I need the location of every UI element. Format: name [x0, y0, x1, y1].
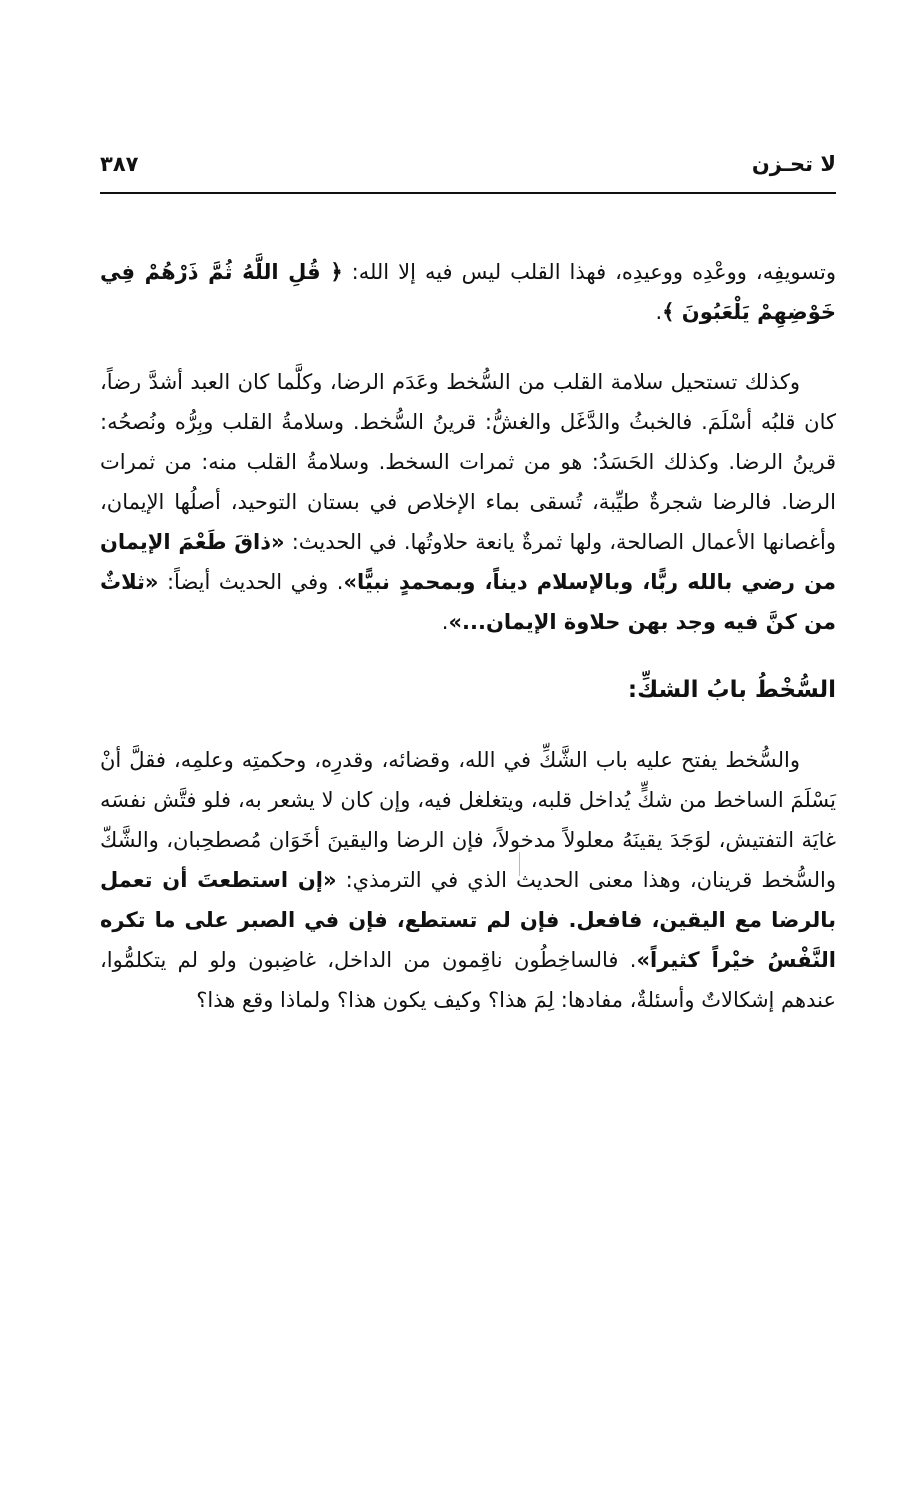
hadith-quote-1: «ذاقَ طَعْمَ الإيمان من رضي بالله ربًّا، وبالإسلام ديناً، وبمحمدٍ نبيًّا» — [100, 530, 836, 594]
header-rule — [100, 192, 836, 194]
page-number: ٣٨٧ — [100, 152, 139, 176]
page-body — [100, 252, 836, 1048]
section-heading: السُّخْطُ بابُ الشكِّ: — [627, 677, 836, 703]
paragraph-1-end: . — [655, 300, 663, 324]
paragraph-3-text: والسُّخط يفتح عليه باب الشَّكِّ في الله، وقضائه، وقدرِه، وحكمتِه وعلمِه، فقلَّ أنْ يَسْلَمَ الساخط من شكٍّ يُداخل قلبه، ويتغلغل فيه، وإن كان لا يشعر به، فلو فتَّش نفسَه غايَة التفتيش، لوَجَدَ يقينَهُ معلولاً مدخولاً، فإن الرضا واليقينَ أخَوَان مُصطحِبان، والشَّكّ والسُّخط قرينان، وهذا معنى الحديث الذي في الترمذي: — [100, 748, 836, 892]
stray-mark — [519, 852, 520, 876]
paragraph-1-text: وتسويفِه، ووعْدِه ووعيدِه، فهذا القلب ليس فيه إلا الله: — [342, 260, 836, 284]
paragraph-2-text-2: . وفي الحديث أيضاً: — [158, 570, 344, 594]
paragraph-1 — [100, 252, 836, 332]
hadith-quote-2: «ثلاثٌ من كنَّ فيه وجد بهن حلاوة الإيمان...» — [100, 570, 836, 634]
paragraph-2-text: وكذلك تستحيل سلامة القلب من السُّخط وعَدَم الرضا، وكلَّما كان العبد أشدَّ رضاً، كان قلبُه أسْلَمَ. فالخبثُ والدَّغَل والغشُّ: قرينُ السُّخط. وسلامةُ القلب وبِرُّه ونُصحُه: قرينُ الرضا. وكذلك الحَسَدُ: هو من ثمرات السخط. وسلامةُ القلب منه: من ثمرات الرضا. فالرضا شجرةٌ طيِّبة، تُسقى بماء الإخلاص في بستان التوحيد، أصلُها الإيمان، وأغصانها الأعمال الصالحة، ولها ثمرةٌ يانعة حلاوتُها. في الحديث: — [100, 370, 836, 554]
hadith-quote-3: «إن استطعتَ أن تعمل بالرضا مع اليقين، فافعل. فإن لم تستطع، فإن في الصبر على ما تكره النَّفْسُ خيْراً كثيراً» — [100, 868, 836, 972]
book-title: لا تحـزن — [751, 152, 836, 176]
paragraph-2-end: . — [441, 610, 449, 634]
running-header — [100, 150, 836, 190]
paragraph-2 — [100, 362, 836, 642]
paragraph-3-text-2: . فالساخِطُون ناقِمون من الداخل، غاضِبون ولو لم يتكلمُّوا، عندهم إشكالاتٌ وأسئلةٌ، مفادها: لِمَ هذا؟ وكيف يكون هذا؟ ولماذا وقع هذا؟ — [100, 948, 836, 1012]
paragraph-3 — [100, 740, 836, 1020]
quran-verse: ﴿ قُلِ اللَّهُ ثُمَّ ذَرْهُمْ فِي خَوْضِهِمْ يَلْعَبُونَ ﴾ — [100, 260, 836, 324]
